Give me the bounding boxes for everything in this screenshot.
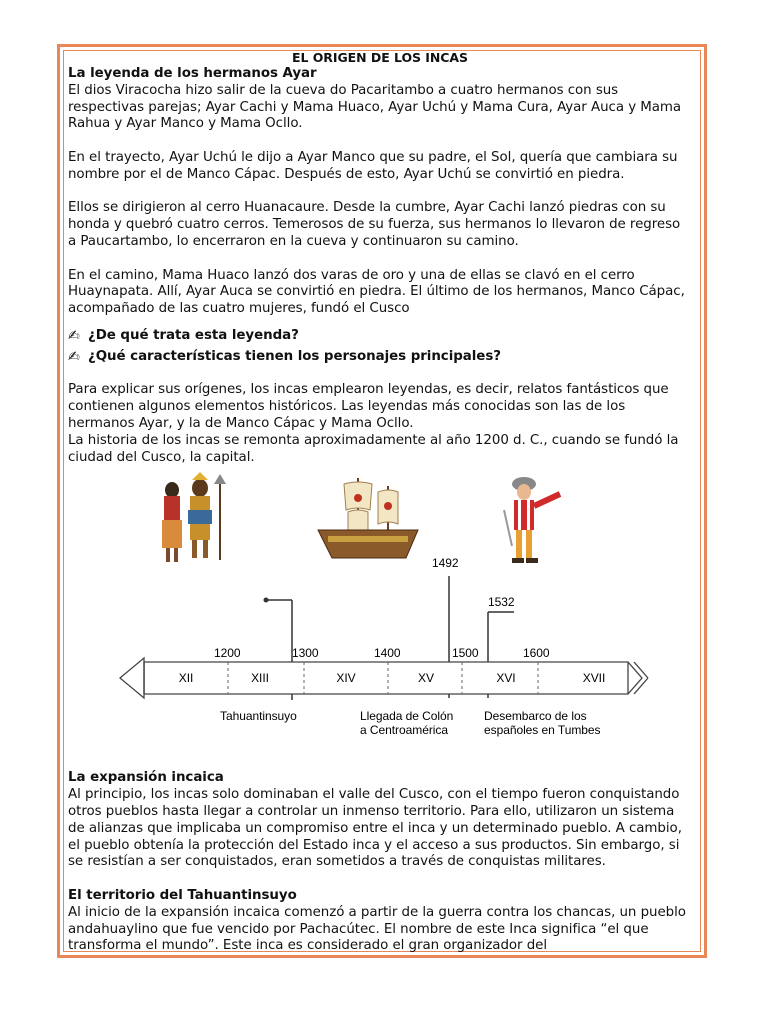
century-label: XIV [336,671,356,686]
event-year-1532: 1532 [488,595,515,610]
tick-year-label: 1200 [214,646,241,661]
section-heading-expansion: La expansión incaica [68,770,224,786]
tick-year-label: 1400 [374,646,401,661]
section-heading-legend: La leyenda de los hermanos Ayar [68,66,317,81]
tick-year-label: 1600 [523,646,550,661]
conquistador-image [504,477,560,563]
century-label: XIII [251,671,269,686]
question-1 [68,328,692,345]
timeline-svg [68,470,692,770]
paragraph: Ellos se dirigieron al cerro Huanacaure. Desde la cumbre, Ayar Cachi lanzó piedras con su honda y quebró cuatro cerros. Temerosos de su fuerza, sus hermanos lo llevaron de regreso a Paucartambo, lo encerraron en la cueva y continuaron su camino. [68,200,681,249]
century-label: XII [178,671,194,686]
page-title: EL ORIGEN DE LOS INCAS [292,50,468,65]
century-label: XVI [496,671,516,686]
event-label-tahuantinsuyo: Tahuantinsuyo [220,709,297,724]
century-label: XVII [582,671,606,686]
document-body [68,50,692,955]
event-year-1492: 1492 [432,556,459,571]
paragraph: Al principio, los incas solo dominaban el valle del Cusco, con el tiempo fueron conquistando otros pueblos hasta llegar a controlar un inmenso territorio. Para ello, utilizaron un sistema de alianzas que implicaba un compromiso entre el inca y un determinado pueblo. A cambio, el pueblo obtenía la protección del Estado inca y el acceso a sus productos. Sin embargo, si se resistían a ser conquistados, eran sometidos a través de conquistas militares. [68,787,682,870]
paragraph: En el trayecto, Ayar Uchú le dijo a Ayar Manco que su padre, el Sol, quería que cambiara su nombre por el de Manco Cápac. Después de esto, Ayar Uchú se convirtió en piedra. [68,149,678,182]
question-2 [68,349,692,366]
paragraph: El dios Viracocha hizo salir de la cueva do Pacaritambo a cuatro hermanos con sus respectivas parejas; Ayar Cachi y Mama Huaco, Ayar Uchú y Mama Cura, Ayar Auca y Mama Rahua y Ayar Manco y Mama Ocllo. [68,82,682,132]
ship-image [318,478,418,558]
question-text: ¿Qué características tienen los personajes principales? [88,348,501,364]
timeline-illustration [68,470,692,770]
century-label: XV [418,671,434,686]
pencil-icon: ✍ [68,348,80,365]
inca-couple-image [162,472,226,562]
tick-year-label: 1500 [452,646,479,661]
event-label-colon-2: a Centroamérica [360,723,448,738]
event-label-colon: Llegada de Colón [360,709,454,724]
event-label-tumbes: Desembarco de los [484,709,587,724]
question-text: ¿De qué trata esta leyenda? [88,327,299,343]
paragraph: Al inicio de la expansión incaica comenzó a partir de la guerra contra los chancas, un pueblo andahuaylino que fue vencido por Pachacútec. El nombre de este Inca significa “el que transforma el mundo”. Este inca es considerado el gran organizador del [68,904,686,954]
paragraph: En el camino, Mama Huaco lanzó dos varas de oro y una de ellas se clavó en el cerro Huaynapata. Allí, Ayar Auca se convirtió en piedra. El último de los hermanos, Manco Cápac, acompañado de las cuatro mujeres, fundó el Cusco [68,267,685,317]
pencil-icon: ✍ [68,327,80,344]
event-label-tumbes-2: españoles en Tumbes [484,723,601,738]
paragraph: La historia de los incas se remonta aproximadamente al año 1200 d. C., cuando se fundó la ciudad del Cusco, la capital. [68,432,679,465]
section-heading-territory: El territorio del Tahuantinsuyo [68,887,297,903]
paragraph: Para explicar sus orígenes, los incas emplearon leyendas, es decir, relatos fantásticos que contienen algunos elementos históricos. Las leyendas más conocidas son las de los hermanos Ayar, y la de Manco Cápac y Mama Ocllo. [68,382,669,431]
tick-year-label: 1300 [292,646,319,661]
